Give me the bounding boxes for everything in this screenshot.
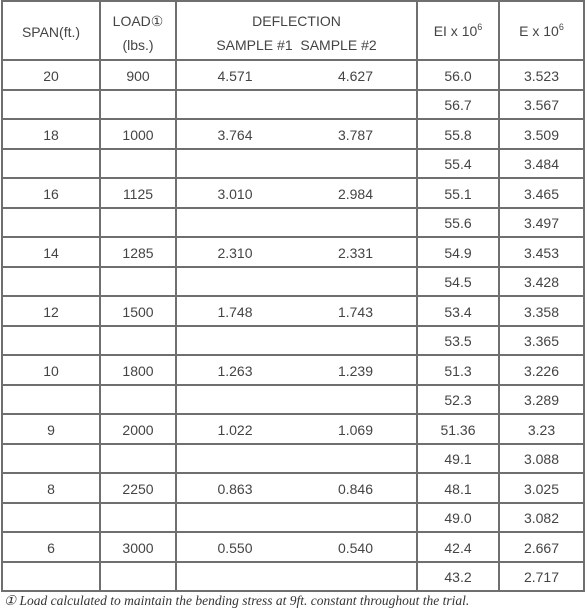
cell-ei: 54.5 (444, 274, 472, 291)
cell-sample2: 3.787 (337, 126, 374, 143)
header-load-label: LOAD① (112, 13, 164, 29)
cell-load: 2250 (122, 480, 154, 497)
cell-ei: 55.4 (444, 156, 472, 173)
header-deflection-title: DEFLECTION (252, 13, 341, 29)
cell-load: 1800 (122, 362, 154, 379)
cell-e: 3.497 (523, 215, 560, 232)
cell-sample1: 4.571 (217, 67, 253, 84)
cell-ei: 55.8 (444, 126, 472, 143)
cell-e: 2.717 (523, 569, 560, 586)
cell-e: 3.567 (523, 97, 560, 114)
header-load-unit: (lbs.) (122, 37, 154, 53)
cell-ei: 56.7 (444, 97, 472, 114)
cell-span: 9 (47, 421, 55, 438)
cell-e: 3.465 (523, 185, 560, 202)
header-ei (418, 21, 498, 41)
cell-e: 3.509 (523, 126, 560, 143)
cell-ei: 49.1 (444, 451, 472, 468)
header-ei-label: EI x 10 (433, 23, 478, 39)
cell-ei: 52.3 (444, 392, 472, 409)
column-divider (1, 0, 3, 592)
cell-e: 3.484 (523, 156, 560, 173)
header-ei-exponent: 6 (477, 22, 483, 32)
cell-ei: 42.4 (444, 539, 472, 556)
cell-sample1: 1.748 (217, 303, 253, 320)
cell-load: 1285 (122, 244, 154, 261)
cell-sample2: 1.743 (337, 303, 374, 320)
header-load (101, 11, 175, 55)
cell-e: 3.082 (523, 510, 560, 527)
cell-ei: 53.5 (444, 333, 472, 350)
cell-e: 3.428 (523, 274, 560, 291)
cell-sample2: 4.627 (337, 67, 374, 84)
cell-load: 3000 (122, 539, 154, 556)
cell-ei: 56.0 (444, 67, 472, 84)
cell-sample2: 2.331 (337, 244, 374, 261)
cell-load: 1000 (122, 126, 154, 143)
cell-sample2: 0.540 (337, 539, 374, 556)
cell-span: 12 (43, 303, 59, 320)
cell-span: 10 (43, 362, 59, 379)
cell-sample2: 0.846 (337, 480, 374, 497)
header-e-label: E x 10 (519, 23, 559, 39)
header-deflection (177, 11, 416, 55)
cell-ei: 51.3 (444, 362, 472, 379)
cell-e: 3.523 (523, 67, 560, 84)
cell-span: 20 (43, 67, 59, 84)
column-divider (416, 0, 418, 592)
cell-ei: 49.0 (444, 510, 472, 527)
header-deflection-samples: SAMPLE #1 SAMPLE #2 (216, 37, 377, 53)
column-divider (99, 0, 101, 592)
cell-sample1: 1.022 (217, 421, 253, 438)
cell-ei: 48.1 (444, 480, 472, 497)
cell-e: 2.667 (523, 539, 560, 556)
cell-load: 1500 (122, 303, 154, 320)
cell-e: 3.088 (523, 451, 560, 468)
cell-load: 2000 (122, 421, 154, 438)
cell-sample2: 1.239 (337, 362, 374, 379)
cell-sample1: 0.863 (217, 480, 253, 497)
cell-load: 900 (126, 67, 150, 84)
cell-ei: 55.6 (444, 215, 472, 232)
column-divider (175, 0, 177, 592)
cell-load: 1125 (122, 185, 154, 202)
cell-e: 3.226 (523, 362, 560, 379)
cell-span: 18 (43, 126, 59, 143)
cell-ei: 54.9 (444, 244, 472, 261)
cell-ei: 53.4 (444, 303, 472, 320)
cell-e: 3.358 (523, 303, 560, 320)
cell-sample1: 3.764 (217, 126, 253, 143)
cell-e: 3.025 (523, 480, 560, 497)
footnote: ① Load calculated to maintain the bending stress at 9ft. constant throughout the trial. (4, 593, 470, 608)
cell-sample1: 2.310 (217, 244, 253, 261)
cell-sample2: 2.984 (337, 185, 374, 202)
cell-e: 3.453 (523, 244, 560, 261)
cell-sample1: 1.263 (217, 362, 253, 379)
cell-e: 3.23 (527, 421, 556, 438)
cell-span: 6 (47, 539, 55, 556)
cell-e: 3.289 (523, 392, 560, 409)
header-e-exponent: 6 (558, 22, 564, 32)
cell-sample2: 1.069 (337, 421, 374, 438)
cell-span: 14 (43, 244, 59, 261)
header-e (500, 21, 583, 41)
cell-e: 3.365 (523, 333, 560, 350)
cell-span: 16 (43, 185, 59, 202)
cell-sample1: 3.010 (217, 185, 253, 202)
cell-ei: 43.2 (444, 569, 472, 586)
cell-ei: 51.36 (440, 421, 476, 438)
header-span: SPAN(ft.) (21, 24, 81, 40)
cell-span: 8 (47, 480, 55, 497)
column-divider (498, 0, 500, 592)
cell-sample1: 0.550 (217, 539, 253, 556)
cell-ei: 55.1 (444, 185, 472, 202)
